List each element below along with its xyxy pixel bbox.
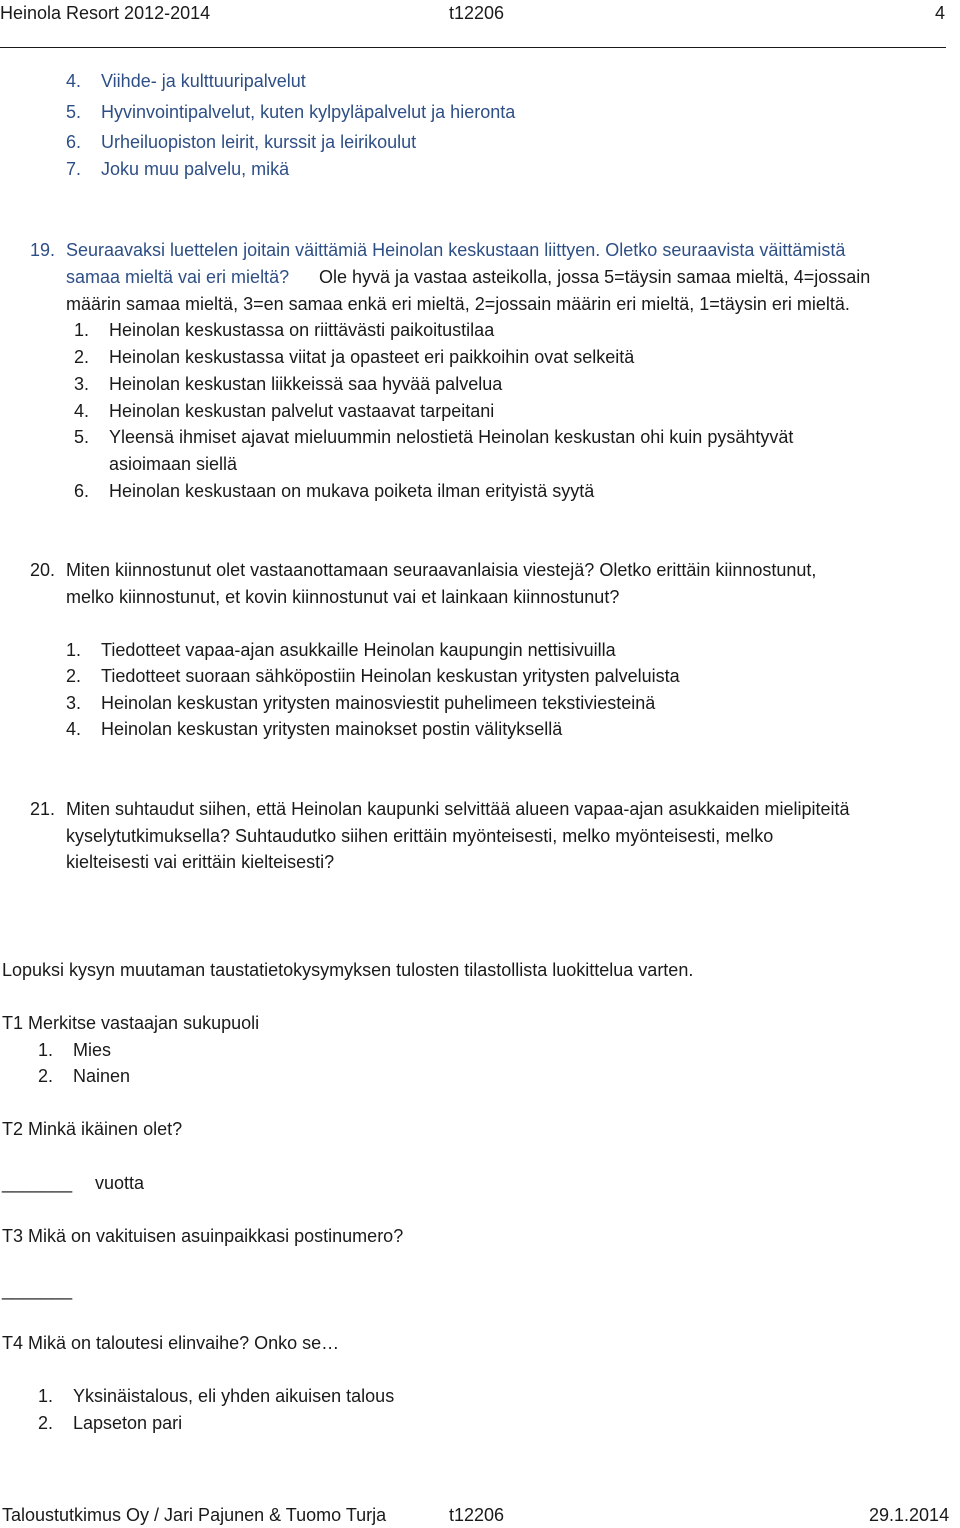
header-code: t12206 bbox=[449, 3, 505, 23]
list-item: Heinolan keskustan palvelut vastaavat tarpeitani bbox=[109, 401, 495, 421]
question-text: Miten kiinnostunut olet vastaanottamaan seuraavanlaisia viestejä? Oletko erittäin kiinnostunut, bbox=[66, 560, 817, 580]
list-item: Heinolan keskustassa on riittävästi paikoitustilaa bbox=[109, 320, 495, 340]
list-item: Heinolan keskustassa viitat ja opasteet eri paikkoihin ovat selkeitä bbox=[109, 347, 635, 367]
list-item-number: 2. bbox=[74, 347, 90, 367]
question-instruction: Ole hyvä ja vastaa asteikolla, jossa 5=täysin samaa mieltä, 4=jossain bbox=[319, 267, 871, 287]
answer-unit: vuotta bbox=[95, 1173, 145, 1193]
question-text: samaa mieltä vai eri mieltä? bbox=[66, 267, 290, 287]
list-item-number: 1. bbox=[74, 320, 90, 340]
header-title: Heinola Resort 2012-2014 bbox=[0, 3, 211, 23]
list-item: Heinolan keskustan yritysten mainosviestit puhelimeen tekstiviesteinä bbox=[101, 693, 656, 713]
footer-authors: Taloustutkimus Oy / Jari Pajunen & Tuomo Turja bbox=[2, 1505, 387, 1525]
question-text: Miten suhtaudut siihen, että Heinolan kaupunki selvittää alueen vapaa-ajan asukkaiden mielipiteitä bbox=[66, 799, 850, 819]
list-item: Yleensä ihmiset ajavat mieluummin nelostietä Heinolan keskustan ohi kuin pysähtyvät bbox=[109, 427, 794, 447]
question-text: kielteisesti vai erittäin kielteisesti? bbox=[66, 852, 335, 872]
list-item-number: 7. bbox=[66, 159, 82, 179]
list-item-number: 5. bbox=[74, 427, 90, 447]
list-item: Yksinäistalous, eli yhden aikuisen talous bbox=[73, 1386, 395, 1406]
question-text: kyselytutkimuksella? Suhtaudutko siihen erittäin myönteisesti, melko myönteisesti, melko bbox=[66, 826, 774, 846]
list-item: Urheiluopiston leirit, kurssit ja leirikoulut bbox=[101, 132, 417, 152]
list-item: Viihde- ja kulttuuripalvelut bbox=[101, 71, 306, 91]
page-number: 4 bbox=[935, 3, 946, 23]
question-text: T4 Mikä on taloutesi elinvaihe? Onko se… bbox=[2, 1333, 340, 1353]
list-item-number: 3. bbox=[66, 693, 82, 713]
answer-blank: _______ bbox=[2, 1173, 73, 1193]
list-item: Lapseton pari bbox=[73, 1413, 183, 1433]
footer-date: 29.1.2014 bbox=[869, 1505, 950, 1525]
list-item-number: 2. bbox=[38, 1413, 54, 1433]
list-item-number: 4. bbox=[66, 719, 82, 739]
list-item: Heinolan keskustan liikkeissä saa hyvää palvelua bbox=[109, 374, 503, 394]
answer-blank: _______ bbox=[2, 1280, 73, 1300]
list-item-number: 5. bbox=[66, 102, 82, 122]
question-number: 21. bbox=[30, 799, 56, 819]
list-item: Joku muu palvelu, mikä bbox=[101, 159, 290, 179]
list-item-continuation: asioimaan siellä bbox=[109, 454, 238, 474]
question-instruction: määrin samaa mieltä, 3=en samaa enkä eri mieltä, 2=jossain määrin eri mieltä, 1=täysin eri mieltä. bbox=[66, 294, 850, 314]
list-item-number: 6. bbox=[74, 481, 90, 501]
list-item-number: 2. bbox=[38, 1066, 54, 1086]
list-item: Hyvinvointipalvelut, kuten kylpyläpalvelut ja hieronta bbox=[101, 102, 516, 122]
list-item-number: 2. bbox=[66, 666, 82, 686]
list-item-number: 4. bbox=[66, 71, 82, 91]
list-item: Tiedotteet vapaa-ajan asukkaille Heinolan kaupungin nettisivuilla bbox=[101, 640, 616, 660]
question-text: T2 Minkä ikäinen olet? bbox=[2, 1119, 183, 1139]
footer-code: t12206 bbox=[449, 1505, 505, 1525]
list-item-number: 3. bbox=[74, 374, 90, 394]
list-item: Heinolan keskustan yritysten mainokset postin välityksellä bbox=[101, 719, 563, 739]
list-item: Tiedotteet suoraan sähköpostiin Heinolan keskustan yritysten palveluista bbox=[101, 666, 680, 686]
question-number: 19. bbox=[30, 240, 56, 260]
list-item-number: 1. bbox=[38, 1040, 54, 1060]
list-item-number: 6. bbox=[66, 132, 82, 152]
question-text: Seuraavaksi luettelen joitain väittämiä Heinolan keskustaan liittyen. Oletko seuraavista väittämistä bbox=[66, 240, 846, 260]
list-item: Heinolan keskustaan on mukava poiketa ilman erityistä syytä bbox=[109, 481, 595, 501]
list-item-number: 1. bbox=[38, 1386, 54, 1406]
question-number: 20. bbox=[30, 560, 56, 580]
header-rule bbox=[0, 47, 946, 48]
list-item-number: 1. bbox=[66, 640, 82, 660]
list-item: Mies bbox=[73, 1040, 112, 1060]
question-text: T3 Mikä on vakituisen asuinpaikkasi postinumero? bbox=[2, 1226, 404, 1246]
background-intro: Lopuksi kysyn muutaman taustatietokysymyksen tulosten tilastollista luokittelua varten. bbox=[2, 960, 694, 980]
list-item: Nainen bbox=[73, 1066, 131, 1086]
list-item-number: 4. bbox=[74, 401, 90, 421]
question-text: melko kiinnostunut, et kovin kiinnostunut vai et lainkaan kiinnostunut? bbox=[66, 587, 620, 607]
question-text: T1 Merkitse vastaajan sukupuoli bbox=[2, 1013, 260, 1033]
